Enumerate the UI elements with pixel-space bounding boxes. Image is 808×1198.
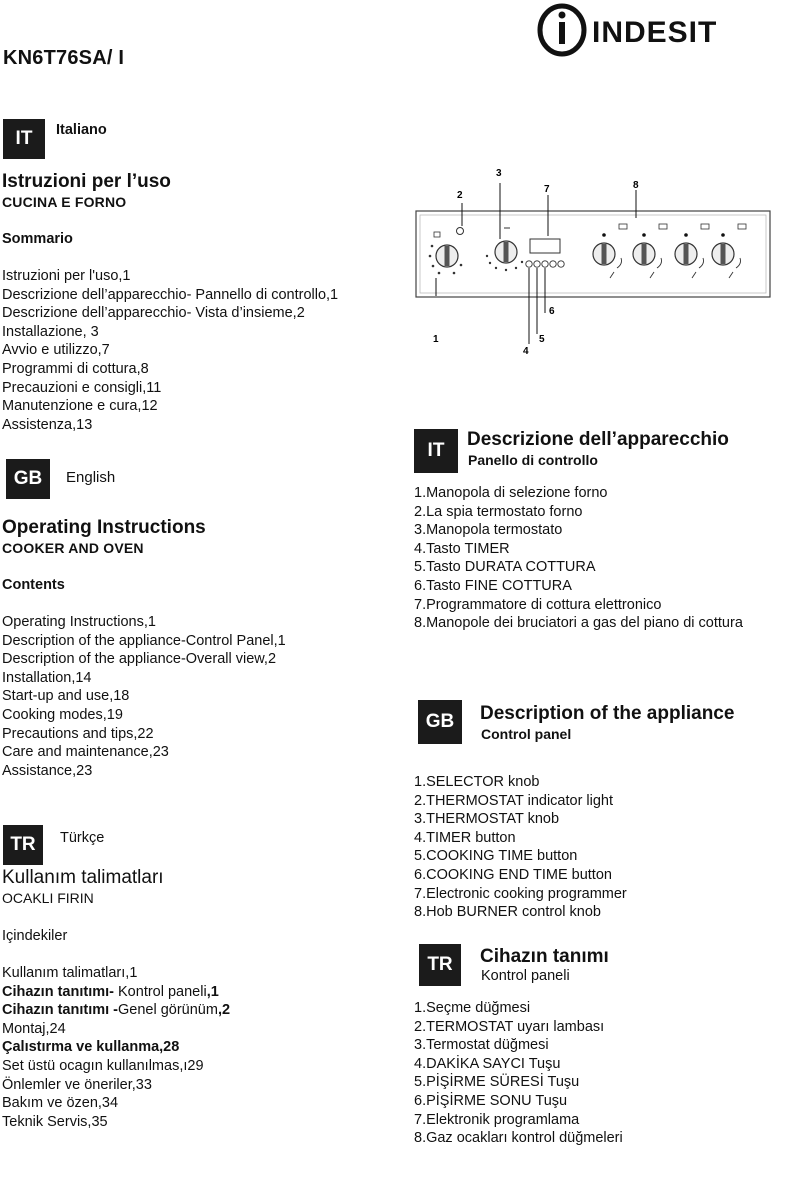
callout-7: 7 (544, 184, 550, 195)
list-item: Assistance,23 (2, 762, 93, 779)
list-item: Installation,14 (2, 669, 92, 686)
list-item: Description of the appliance-Overall view,2 (2, 651, 277, 668)
desc-list-gb (414, 773, 627, 922)
list-item: Descrizione dell’apparecchio- Pannello di controllo,1 (2, 286, 339, 303)
lang-badge-gb: GB (6, 459, 50, 499)
list-item: Assistenza,13 (2, 416, 93, 433)
list-item: Description of the appliance-Control Panel,1 (2, 632, 286, 649)
list-item: 3.Manopola termostato (414, 522, 563, 539)
callout-1: 1 (433, 334, 439, 345)
list-item: Cihazın tanıtımı- Kontrol paneli,1 (2, 983, 219, 1000)
desc-subtitle-gb: Control panel (481, 726, 572, 742)
list-item: Programmi di cottura,8 (2, 360, 149, 377)
list-item: Start-up and use,18 (2, 688, 130, 705)
desc-subtitle-it: Panello di controllo (468, 452, 598, 468)
subtitle-gb: COOKER AND OVEN (2, 540, 144, 556)
list-item: Cooking modes,19 (2, 706, 123, 723)
list-item: 6.COOKING END TIME button (414, 866, 612, 883)
list-item: Descrizione dell’apparecchio- Vista d’insieme,2 (2, 305, 305, 322)
list-item: 1.Seçme düğmesi (414, 1000, 531, 1016)
contents-list-it (2, 267, 338, 434)
list-item: 8.Hob BURNER control knob (414, 904, 601, 921)
desc-title-it: Descrizione dell’apparecchio (467, 429, 729, 450)
list-item: 5.PİŞİRME SÜRESİ Tuşu (414, 1074, 580, 1091)
title-tr: Kullanım talimatları (2, 867, 164, 888)
brand-name: INDESIT (592, 16, 718, 49)
lang-badge-it: IT (3, 119, 45, 159)
list-item: 3.THERMOSTAT knob (414, 811, 560, 828)
list-item: 6.Tasto FINE COTTURA (414, 577, 572, 594)
list-item: 7.Programmatore di cottura elettronico (414, 596, 662, 613)
subtitle-it: CUCINA E FORNO (2, 194, 127, 210)
callout-3: 3 (496, 168, 502, 179)
list-item: Avvio e utilizzo,7 (2, 342, 110, 359)
contents-list-tr (2, 964, 230, 1131)
contents-heading-it: Sommario (2, 231, 73, 247)
control-panel-diagram (414, 166, 774, 362)
list-item: Installazione, 3 (2, 323, 99, 340)
list-item: Istruzioni per l'uso,1 (2, 268, 131, 284)
desc-title-tr: Cihazın tanımı (480, 946, 609, 967)
list-item: 8.Manopole dei bruciatori a gas del piano di cottura (414, 615, 743, 632)
list-item: 3.Termostat düğmesi (414, 1037, 549, 1054)
list-item: Kullanım talimatları,1 (2, 965, 138, 981)
list-item: 4.Tasto TIMER (414, 540, 510, 557)
lang-badge-tr: TR (3, 825, 43, 865)
list-item: 2.TERMOSTAT uyarı lambası (414, 1018, 605, 1035)
callout-8: 8 (633, 180, 639, 191)
indesit-logo (536, 2, 736, 58)
list-item: Çalıstırma ve kullanma,28 (2, 1039, 180, 1056)
contents-heading-gb: Contents (2, 577, 65, 593)
list-item: 7.Electronic cooking programmer (414, 885, 627, 902)
list-item: Set üstü ocagın kullanılmas,ı29 (2, 1057, 204, 1074)
list-item: Operating Instructions,1 (2, 614, 156, 630)
title-gb: Operating Instructions (2, 517, 206, 538)
list-item: 5.COOKING TIME button (414, 848, 578, 865)
contents-list-gb (2, 613, 286, 780)
list-item: 4.DAKİKA SAYCI Tuşu (414, 1055, 561, 1072)
desc-badge-tr: TR (419, 944, 461, 986)
desc-badge-it: IT (414, 429, 458, 473)
callout-4: 4 (523, 346, 529, 357)
language-label-it: Italiano (56, 122, 107, 138)
language-label-gb: English (66, 469, 116, 486)
list-item: Care and maintenance,23 (2, 744, 169, 761)
list-item: Teknik Servis,35 (2, 1113, 108, 1130)
list-item: 5.Tasto DURATA COTTURA (414, 559, 596, 576)
list-item: 6.PİŞİRME SONU Tuşu (414, 1092, 568, 1109)
subtitle-tr: OCAKLI FIRIN (2, 890, 94, 906)
callout-2: 2 (457, 190, 463, 201)
list-item: 8.Gaz ocakları kontrol düğmeleri (414, 1130, 623, 1147)
desc-subtitle-tr: Kontrol paneli (481, 968, 570, 984)
model-number: KN6T76SA/ I (3, 47, 125, 69)
desc-badge-gb: GB (418, 700, 462, 744)
list-item: Precauzioni e consigli,11 (2, 379, 162, 396)
list-item: Önlemler ve öneriler,33 (2, 1076, 152, 1093)
list-item: 7.Elektronik programlama (414, 1111, 580, 1128)
contents-heading-tr: Içindekiler (2, 928, 68, 944)
language-label-tr: Türkçe (60, 830, 105, 846)
list-item: Manutenzione e cura,12 (2, 398, 158, 415)
callout-5: 5 (539, 334, 545, 345)
list-item: 1.Manopola di selezione forno (414, 485, 608, 501)
list-item: Bakım ve özen,34 (2, 1095, 119, 1112)
list-item: Montaj,24 (2, 1020, 66, 1037)
list-item: 1.SELECTOR knob (414, 774, 540, 790)
list-item: 2.La spia termostato forno (414, 503, 583, 520)
list-item: 2.THERMOSTAT indicator light (414, 792, 614, 809)
callout-6: 6 (549, 306, 555, 317)
desc-list-tr (414, 999, 623, 1148)
list-item: 4.TIMER button (414, 829, 516, 846)
desc-list-it (414, 484, 743, 633)
list-item: Cihazın tanıtımı -Genel görünüm,2 (2, 1002, 231, 1019)
desc-title-gb: Description of the appliance (480, 703, 735, 724)
list-item: Precautions and tips,22 (2, 725, 154, 742)
title-it: Istruzioni per l’uso (2, 171, 171, 192)
